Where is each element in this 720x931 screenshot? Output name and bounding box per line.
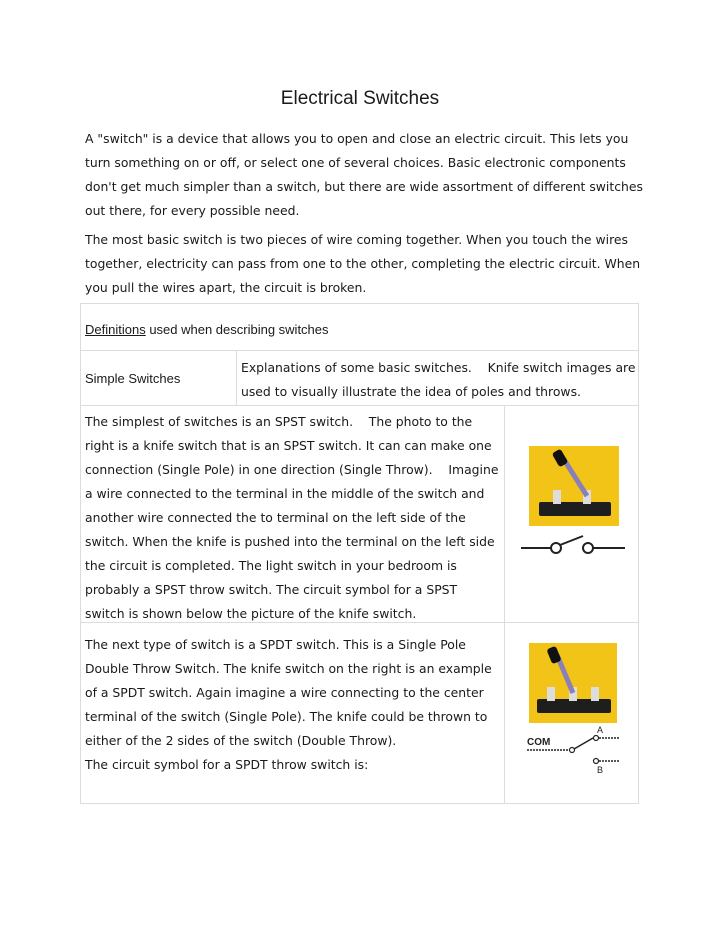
spst-circuit-symbol: [521, 534, 627, 558]
intro-paragraph: A "switch" is a device that allows you to open and close an electric circuit. This lets you turn something on or off, or select one of several choices. Basic electronic components don't get much simpler than a switch, but there are wide assortment of different switches out there, for every possible need.: [85, 131, 643, 218]
definitions-link[interactable]: Definitions: [85, 322, 146, 337]
page-title: Electrical Switches: [280, 88, 440, 109]
simple-switches-label: Simple Switches: [85, 371, 181, 386]
svg-text:A: A: [597, 725, 604, 735]
spdt-description: The next type of switch is a SPDT switch. This is a Single Pole Double Throw Switch. The knife switch on the right is an example of a SPDT switch. Again imagine a wire connecting to the center terminal of the switch (Single Pole). The knife could be thrown to either of the 2 sides of the switch (Double Throw).: [85, 637, 492, 748]
spst-image-cell: [504, 405, 639, 623]
simple-switches-label-cell: [80, 350, 237, 406]
definitions-header-text: used when describing switches: [145, 322, 329, 337]
basic-switch-paragraph: The most basic switch is two pieces of wire coming together. When you touch the wires together, electricity can pass from one to the other, completing the electric circuit. When you pull the wires apart, the circuit is broken.: [85, 232, 641, 295]
definitions-header-row: [80, 303, 639, 351]
spdt-image-cell: [504, 622, 639, 804]
simple-switches-desc: Explanations of some basic switches. Knife switch images are used to visually illustrate the idea of poles and throws.: [241, 360, 640, 399]
svg-text:B: B: [597, 765, 604, 775]
spdt-text-cell: [80, 622, 505, 804]
spdt-symbol-caption: The circuit symbol for a SPDT throw switch is:: [85, 757, 369, 772]
spst-knife-switch-photo: [529, 446, 619, 526]
spst-text-cell: [80, 405, 505, 623]
spdt-knife-switch-photo: [529, 643, 617, 723]
spdt-keyword: SPDT: [259, 637, 293, 652]
spdt-circuit-symbol: [527, 723, 623, 779]
spst-description: The simplest of switches is an SPST switch. The photo to the right is a knife switch that is an SPST switch. It can can make one connection (Single Pole) in one direction (Single Throw). Imagine a wire connected to the terminal in the middle of the switch and another wire connected the to terminal on the left side of the switch. When the knife is pushed into the terminal on the left side the circuit is completed. The light switch in your bedroom is probably a SPST throw switch. The circuit symbol for a SPST switch is shown below the picture of the knife switch.: [85, 414, 503, 621]
svg-text:COM: COM: [527, 737, 551, 748]
simple-switches-desc-cell: [236, 350, 639, 406]
spst-keyword: SPST: [274, 414, 306, 429]
